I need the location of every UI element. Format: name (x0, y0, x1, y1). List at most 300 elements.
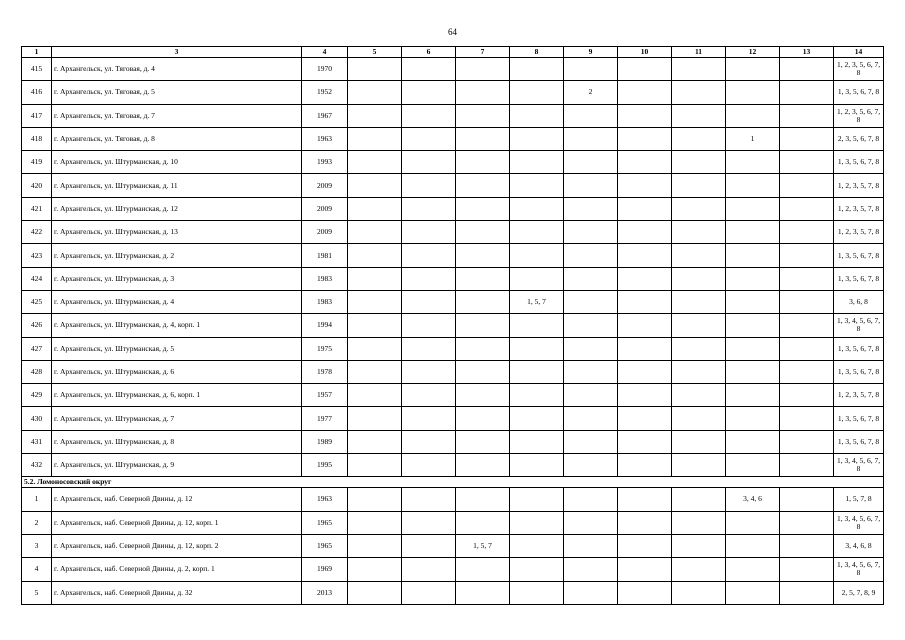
col14-cell: 1, 3, 5, 6, 7, 8 (834, 267, 884, 290)
row-number: 417 (22, 104, 52, 127)
year-cell: 1967 (302, 104, 348, 127)
col7-cell (456, 174, 510, 197)
table-row (22, 104, 884, 127)
year-cell: 1957 (302, 384, 348, 407)
row-number: 420 (22, 174, 52, 197)
col9-cell (564, 174, 618, 197)
col11-cell (672, 337, 726, 360)
col11-cell (672, 430, 726, 453)
row-number: 431 (22, 430, 52, 453)
col10-cell (618, 221, 672, 244)
col5-cell (348, 558, 402, 581)
col6-cell (402, 58, 456, 81)
col6-cell (402, 197, 456, 220)
col12-cell (726, 174, 780, 197)
col12-cell (726, 81, 780, 104)
col11-cell (672, 511, 726, 534)
column-header: 4 (302, 47, 348, 58)
col14-cell: 1, 3, 5, 6, 7, 8 (834, 244, 884, 267)
col5-cell (348, 337, 402, 360)
address-cell: г. Архангельск, ул. Штурманская, д. 3 (52, 267, 302, 290)
col6-cell (402, 104, 456, 127)
col12-cell (726, 58, 780, 81)
col14-cell: 1, 2, 3, 5, 7, 8 (834, 221, 884, 244)
address-cell: г. Архангельск, ул. Штурманская, д. 12 (52, 197, 302, 220)
col12-cell (726, 581, 780, 604)
col9-cell (564, 104, 618, 127)
row-number: 424 (22, 267, 52, 290)
col13-cell (780, 314, 834, 337)
year-cell: 1983 (302, 290, 348, 313)
col13-cell (780, 384, 834, 407)
col9-cell (564, 221, 618, 244)
col9-cell (564, 430, 618, 453)
col13-cell (780, 290, 834, 313)
row-number: 422 (22, 221, 52, 244)
header-row (22, 47, 884, 58)
col9-cell (564, 58, 618, 81)
column-header: 1 (22, 47, 52, 58)
col9-cell (564, 244, 618, 267)
col11-cell (672, 244, 726, 267)
col5-cell (348, 221, 402, 244)
col14-cell: 1, 3, 5, 6, 7, 8 (834, 360, 884, 383)
col7-cell (456, 197, 510, 220)
col6-cell (402, 430, 456, 453)
col9-cell (564, 360, 618, 383)
col6-cell (402, 384, 456, 407)
col10-cell (618, 430, 672, 453)
row-number: 5 (22, 581, 52, 604)
col6-cell (402, 581, 456, 604)
year-cell: 1975 (302, 337, 348, 360)
col14-cell: 1, 2, 3, 5, 7, 8 (834, 384, 884, 407)
col13-cell (780, 127, 834, 150)
col6-cell (402, 244, 456, 267)
col8-cell (510, 314, 564, 337)
table-row (22, 454, 884, 477)
year-cell: 1995 (302, 454, 348, 477)
col12-cell (726, 244, 780, 267)
col8-cell (510, 151, 564, 174)
row-number: 425 (22, 290, 52, 313)
col11-cell (672, 558, 726, 581)
col11-cell (672, 454, 726, 477)
col6-cell (402, 407, 456, 430)
col10-cell (618, 244, 672, 267)
col13-cell (780, 454, 834, 477)
table-row (22, 558, 884, 581)
col13-cell (780, 534, 834, 557)
table-row (22, 488, 884, 511)
col8-cell (510, 81, 564, 104)
col8-cell (510, 488, 564, 511)
col7-cell (456, 511, 510, 534)
col10-cell (618, 127, 672, 150)
col13-cell (780, 581, 834, 604)
table-row (22, 314, 884, 337)
col11-cell (672, 174, 726, 197)
col5-cell (348, 151, 402, 174)
year-cell: 1983 (302, 267, 348, 290)
col14-cell: 1, 2, 3, 5, 7, 8 (834, 174, 884, 197)
col10-cell (618, 197, 672, 220)
col13-cell (780, 511, 834, 534)
col13-cell (780, 104, 834, 127)
address-cell: г. Архангельск, ул. Тяговая, д. 7 (52, 104, 302, 127)
col8-cell (510, 104, 564, 127)
year-cell: 1977 (302, 407, 348, 430)
col13-cell (780, 558, 834, 581)
col9-cell (564, 454, 618, 477)
col5-cell (348, 384, 402, 407)
col6-cell (402, 360, 456, 383)
row-number: 427 (22, 337, 52, 360)
col6-cell (402, 151, 456, 174)
address-cell: г. Архангельск, ул. Тяговая, д. 5 (52, 81, 302, 104)
col14-cell: 2, 5, 7, 8, 9 (834, 581, 884, 604)
col7-cell: 1, 5, 7 (456, 534, 510, 557)
column-header: 12 (726, 47, 780, 58)
col12-cell (726, 104, 780, 127)
col6-cell (402, 81, 456, 104)
col11-cell (672, 488, 726, 511)
year-cell: 1981 (302, 244, 348, 267)
col5-cell (348, 407, 402, 430)
col11-cell (672, 581, 726, 604)
col13-cell (780, 81, 834, 104)
address-cell: г. Архангельск, ул. Тяговая, д. 4 (52, 58, 302, 81)
col14-cell: 1, 5, 7, 8 (834, 488, 884, 511)
table-row (22, 337, 884, 360)
col8-cell (510, 58, 564, 81)
col7-cell (456, 104, 510, 127)
col13-cell (780, 267, 834, 290)
col13-cell (780, 430, 834, 453)
col12-cell (726, 384, 780, 407)
col6-cell (402, 454, 456, 477)
address-cell: г. Архангельск, ул. Штурманская, д. 10 (52, 151, 302, 174)
col13-cell (780, 360, 834, 383)
col10-cell (618, 174, 672, 197)
col8-cell (510, 197, 564, 220)
col11-cell (672, 534, 726, 557)
col14-cell: 1, 3, 4, 5, 6, 7, 8 (834, 314, 884, 337)
col11-cell (672, 360, 726, 383)
col12-cell (726, 430, 780, 453)
col10-cell (618, 360, 672, 383)
col10-cell (618, 558, 672, 581)
col5-cell (348, 290, 402, 313)
section-row (22, 477, 884, 488)
col7-cell (456, 314, 510, 337)
row-number: 423 (22, 244, 52, 267)
col12-cell (726, 197, 780, 220)
col8-cell (510, 360, 564, 383)
page-number: 64 (448, 27, 457, 37)
year-cell: 2013 (302, 581, 348, 604)
column-header: 6 (402, 47, 456, 58)
col9-cell (564, 337, 618, 360)
col13-cell (780, 407, 834, 430)
col9-cell (564, 151, 618, 174)
address-cell: г. Архангельск, ул. Штурманская, д. 13 (52, 221, 302, 244)
col14-cell: 1, 3, 5, 6, 7, 8 (834, 151, 884, 174)
col7-cell (456, 430, 510, 453)
col10-cell (618, 384, 672, 407)
col8-cell (510, 337, 564, 360)
row-number: 432 (22, 454, 52, 477)
col5-cell (348, 81, 402, 104)
col14-cell: 3, 4, 6, 8 (834, 534, 884, 557)
row-number: 421 (22, 197, 52, 220)
address-cell: г. Архангельск, ул. Штурманская, д. 11 (52, 174, 302, 197)
col14-cell: 1, 2, 3, 5, 6, 7, 8 (834, 104, 884, 127)
address-cell: г. Архангельск, ул. Штурманская, д. 9 (52, 454, 302, 477)
col8-cell: 1, 5, 7 (510, 290, 564, 313)
table-body-a (22, 58, 884, 477)
col11-cell (672, 267, 726, 290)
col8-cell (510, 558, 564, 581)
col6-cell (402, 127, 456, 150)
col13-cell (780, 337, 834, 360)
col7-cell (456, 290, 510, 313)
col7-cell (456, 127, 510, 150)
col12-cell (726, 267, 780, 290)
year-cell: 2009 (302, 174, 348, 197)
col6-cell (402, 534, 456, 557)
col11-cell (672, 314, 726, 337)
col7-cell (456, 58, 510, 81)
col9-cell (564, 488, 618, 511)
col12-cell (726, 221, 780, 244)
col13-cell (780, 488, 834, 511)
col5-cell (348, 104, 402, 127)
col10-cell (618, 267, 672, 290)
col11-cell (672, 104, 726, 127)
row-number: 419 (22, 151, 52, 174)
col12-cell: 3, 4, 6 (726, 488, 780, 511)
col10-cell (618, 488, 672, 511)
col5-cell (348, 511, 402, 534)
col8-cell (510, 384, 564, 407)
col7-cell (456, 151, 510, 174)
col8-cell (510, 267, 564, 290)
address-cell: г. Архангельск, ул. Штурманская, д. 4, корп. 1 (52, 314, 302, 337)
col5-cell (348, 488, 402, 511)
column-header: 11 (672, 47, 726, 58)
year-cell: 1989 (302, 430, 348, 453)
col7-cell (456, 407, 510, 430)
col9-cell (564, 581, 618, 604)
col7-cell (456, 360, 510, 383)
column-header: 14 (834, 47, 884, 58)
col7-cell (456, 337, 510, 360)
col9-cell (564, 534, 618, 557)
col5-cell (348, 267, 402, 290)
col10-cell (618, 337, 672, 360)
col8-cell (510, 407, 564, 430)
col5-cell (348, 127, 402, 150)
year-cell: 2009 (302, 197, 348, 220)
address-cell: г. Архангельск, ул. Штурманская, д. 8 (52, 430, 302, 453)
table-row (22, 267, 884, 290)
col9-cell (564, 267, 618, 290)
col7-cell (456, 581, 510, 604)
col11-cell (672, 151, 726, 174)
col6-cell (402, 174, 456, 197)
col13-cell (780, 58, 834, 81)
table-row (22, 384, 884, 407)
col12-cell (726, 337, 780, 360)
address-cell: г. Архангельск, ул. Штурманская, д. 2 (52, 244, 302, 267)
col9-cell (564, 197, 618, 220)
col6-cell (402, 558, 456, 581)
col11-cell (672, 221, 726, 244)
col11-cell (672, 290, 726, 313)
row-number: 429 (22, 384, 52, 407)
col12-cell (726, 534, 780, 557)
col11-cell (672, 197, 726, 220)
col8-cell (510, 534, 564, 557)
year-cell: 1993 (302, 151, 348, 174)
address-cell: г. Архангельск, ул. Штурманская, д. 6, корп. 1 (52, 384, 302, 407)
col13-cell (780, 151, 834, 174)
col9-cell (564, 127, 618, 150)
col6-cell (402, 267, 456, 290)
col14-cell: 1, 2, 3, 5, 7, 8 (834, 197, 884, 220)
col5-cell (348, 174, 402, 197)
col12-cell (726, 454, 780, 477)
col8-cell (510, 221, 564, 244)
row-number: 4 (22, 558, 52, 581)
row-number: 3 (22, 534, 52, 557)
col6-cell (402, 488, 456, 511)
col5-cell (348, 581, 402, 604)
col8-cell (510, 430, 564, 453)
col11-cell (672, 384, 726, 407)
col6-cell (402, 221, 456, 244)
col9-cell: 2 (564, 81, 618, 104)
col7-cell (456, 81, 510, 104)
table-row (22, 244, 884, 267)
col5-cell (348, 197, 402, 220)
col13-cell (780, 244, 834, 267)
row-number: 416 (22, 81, 52, 104)
col7-cell (456, 488, 510, 511)
col10-cell (618, 407, 672, 430)
col8-cell (510, 581, 564, 604)
col14-cell: 3, 6, 8 (834, 290, 884, 313)
col13-cell (780, 221, 834, 244)
col14-cell: 1, 3, 4, 5, 6, 7, 8 (834, 558, 884, 581)
col10-cell (618, 581, 672, 604)
address-cell: г. Архангельск, наб. Северной Двины, д. 12 (52, 488, 302, 511)
col6-cell (402, 290, 456, 313)
col6-cell (402, 511, 456, 534)
table-row (22, 127, 884, 150)
col10-cell (618, 511, 672, 534)
row-number: 426 (22, 314, 52, 337)
table-row (22, 430, 884, 453)
table-body-b (22, 488, 884, 604)
col9-cell (564, 384, 618, 407)
col12-cell (726, 290, 780, 313)
col11-cell (672, 127, 726, 150)
year-cell: 1965 (302, 534, 348, 557)
column-header: 10 (618, 47, 672, 58)
col13-cell (780, 174, 834, 197)
col5-cell (348, 244, 402, 267)
col11-cell (672, 58, 726, 81)
col9-cell (564, 407, 618, 430)
col10-cell (618, 81, 672, 104)
table-row (22, 290, 884, 313)
year-cell: 1952 (302, 81, 348, 104)
column-header: 3 (52, 47, 302, 58)
col7-cell (456, 384, 510, 407)
year-cell: 1994 (302, 314, 348, 337)
col7-cell (456, 558, 510, 581)
column-header: 5 (348, 47, 402, 58)
col10-cell (618, 58, 672, 81)
address-cell: г. Архангельск, наб. Северной Двины, д. 12, корп. 2 (52, 534, 302, 557)
table-row (22, 221, 884, 244)
col12-cell: 1 (726, 127, 780, 150)
column-header: 8 (510, 47, 564, 58)
col8-cell (510, 174, 564, 197)
row-number: 2 (22, 511, 52, 534)
column-header: 13 (780, 47, 834, 58)
col14-cell: 1, 3, 5, 6, 7, 8 (834, 407, 884, 430)
row-number: 415 (22, 58, 52, 81)
col10-cell (618, 104, 672, 127)
section-body (22, 477, 884, 488)
col14-cell: 1, 3, 5, 6, 7, 8 (834, 430, 884, 453)
address-cell: г. Архангельск, наб. Северной Двины, д. 2, корп. 1 (52, 558, 302, 581)
table-row (22, 151, 884, 174)
year-cell: 1978 (302, 360, 348, 383)
table-row (22, 197, 884, 220)
housing-table (21, 46, 884, 605)
address-cell: г. Архангельск, наб. Северной Двины, д. 32 (52, 581, 302, 604)
address-cell: г. Архангельск, ул. Штурманская, д. 5 (52, 337, 302, 360)
col10-cell (618, 151, 672, 174)
col7-cell (456, 244, 510, 267)
table-row (22, 407, 884, 430)
col10-cell (618, 290, 672, 313)
year-cell: 2009 (302, 221, 348, 244)
col14-cell: 1, 3, 5, 6, 7, 8 (834, 337, 884, 360)
col8-cell (510, 244, 564, 267)
col11-cell (672, 407, 726, 430)
table-row (22, 581, 884, 604)
row-number: 428 (22, 360, 52, 383)
year-cell: 1969 (302, 558, 348, 581)
address-cell: г. Архангельск, ул. Штурманская, д. 4 (52, 290, 302, 313)
year-cell: 1970 (302, 58, 348, 81)
col5-cell (348, 454, 402, 477)
col14-cell: 1, 2, 3, 5, 6, 7, 8 (834, 58, 884, 81)
col7-cell (456, 454, 510, 477)
section-title: 5.2. Ломоносовский округ (22, 477, 884, 488)
col12-cell (726, 407, 780, 430)
col8-cell (510, 454, 564, 477)
col5-cell (348, 430, 402, 453)
col10-cell (618, 534, 672, 557)
col14-cell: 1, 3, 4, 5, 6, 7, 8 (834, 511, 884, 534)
table-row (22, 511, 884, 534)
